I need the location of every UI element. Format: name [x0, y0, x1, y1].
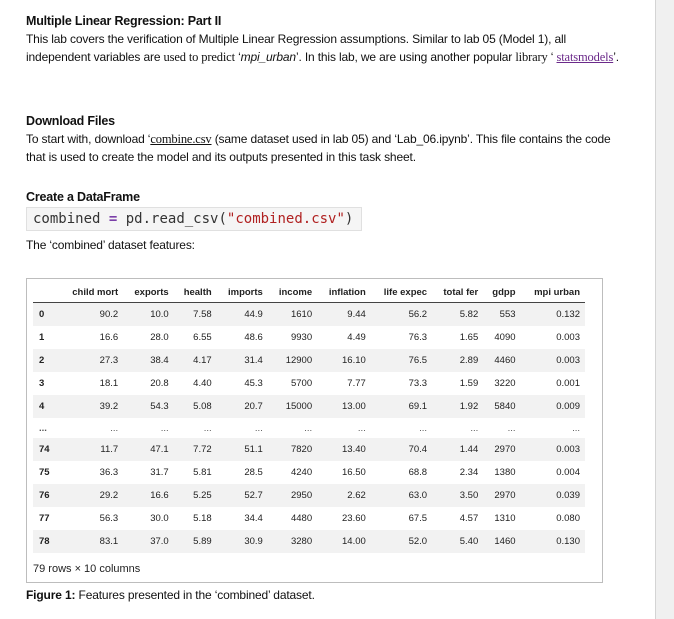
table-cell: ... [572, 422, 580, 434]
table-cell: 31.4 [217, 349, 268, 372]
combine-csv-file: combine.csv [150, 132, 212, 146]
table-cell: 5.18 [193, 513, 212, 524]
table-cell: 18.1 [99, 378, 119, 389]
table-cell: 36.3 [99, 467, 119, 478]
table-cell: 83.1 [59, 530, 123, 553]
download-section [26, 114, 626, 166]
intro-section [26, 14, 626, 66]
table-cell: 1460 [483, 530, 520, 553]
table-cell: 70.4 [371, 438, 432, 461]
table-cell: 30.9 [217, 530, 268, 553]
download-paragraph [26, 130, 626, 166]
download-text-1: To start with, download ‘ [26, 132, 151, 146]
table-cell: 48.6 [244, 332, 263, 343]
row-index: 77 [39, 513, 50, 524]
table-cell: 56.2 [371, 303, 432, 327]
table-cell: 16.10 [317, 349, 371, 372]
table-cell: 34.4 [244, 513, 263, 524]
table-row [33, 461, 585, 484]
table-cell: 5.89 [174, 530, 217, 553]
code-variable: combined [33, 211, 101, 227]
column-header [33, 283, 59, 303]
table-cell: 1.92 [432, 395, 483, 418]
code-operator: = [108, 211, 118, 227]
table-cell: 37.0 [123, 530, 174, 553]
table-cell: 4.49 [347, 332, 366, 343]
table-row [33, 303, 585, 327]
table-cell: ... [110, 422, 119, 434]
table-shape: 79 rows × 10 columns [33, 563, 141, 575]
row-index: 75 [39, 467, 50, 478]
table-cell: 20.7 [217, 395, 268, 418]
table-cell: 7.72 [174, 438, 217, 461]
table-cell: 3280 [268, 530, 317, 553]
table-cell: 0.004 [556, 467, 580, 478]
column-header: total fer [432, 283, 483, 303]
table-cell: 0.009 [521, 395, 585, 418]
table-cell: 76.5 [371, 349, 432, 372]
download-title: Download Files [26, 114, 115, 128]
table-cell: 28.0 [150, 332, 169, 343]
table-cell: 2970 [483, 438, 520, 461]
table-cell: ... [357, 422, 366, 434]
table-cell: 4480 [290, 513, 313, 524]
table-cell: 51.1 [217, 438, 268, 461]
dataframe-section [26, 190, 580, 602]
table-cell: 4.17 [174, 349, 217, 372]
table-cell: 52.0 [371, 530, 432, 553]
table-cell: 0.130 [521, 530, 585, 553]
table-header-row [33, 283, 585, 303]
table-cell: 7.77 [347, 378, 366, 389]
table-cell: 5.81 [193, 467, 212, 478]
intro-text-4: ’. In this lab, we are using another popular [295, 50, 516, 64]
row-index: 4 [33, 395, 59, 418]
target-variable: mpi_urban [240, 50, 296, 64]
table-cell: 44.9 [217, 303, 268, 327]
table-cell: 5840 [483, 395, 520, 418]
intro-text-1: This lab covers the verification of Multiple Linear Regression assumptions. Similar to lab 05 (Model 1), all independent variables are [26, 32, 567, 64]
column-header: gdpp [483, 283, 520, 303]
table-cell: 9.44 [317, 303, 371, 327]
table-cell: 0.003 [556, 332, 580, 343]
table-cell: 16.50 [342, 467, 366, 478]
table-cell: 56.3 [99, 513, 119, 524]
table-cell: 20.8 [150, 378, 169, 389]
column-header: life expec [371, 283, 432, 303]
code-close: ) [344, 211, 354, 227]
row-index: 3 [39, 378, 45, 389]
figure-caption [26, 588, 315, 602]
intro-text-5: library [515, 50, 548, 64]
table-cell: 29.2 [59, 484, 123, 507]
row-index: 74 [33, 438, 59, 461]
dataframe-title: Create a DataFrame [26, 190, 140, 204]
table-cell: 4460 [483, 349, 520, 372]
table-cell: 67.5 [408, 513, 428, 524]
table-cell: 2950 [268, 484, 317, 507]
table-cell: 11.7 [59, 438, 123, 461]
row-index: ... [39, 422, 47, 434]
table-cell: ... [507, 422, 516, 434]
column-header: child mort [59, 283, 123, 303]
row-index: 78 [33, 530, 59, 553]
code-cell [26, 207, 362, 231]
table-cell: 3220 [494, 378, 516, 389]
table-cell: 1310 [494, 513, 516, 524]
table-cell: ... [203, 422, 212, 434]
table-cell: 4240 [290, 467, 313, 478]
table-row [33, 507, 585, 530]
intro-text-7: ’. [613, 50, 619, 64]
features-label: The ‘combined’ dataset features: [26, 238, 195, 252]
intro-text-6: ‘ [547, 50, 557, 64]
table-cell: 38.4 [123, 349, 174, 372]
intro-text-3: ‘ [234, 50, 241, 64]
table-cell: 2.62 [317, 484, 371, 507]
column-header: inflation [317, 283, 371, 303]
table-cell: 63.0 [371, 484, 432, 507]
table-cell: 27.3 [59, 349, 123, 372]
table-cell: 52.7 [217, 484, 268, 507]
table-cell: 90.2 [59, 303, 123, 327]
row-index: 76 [33, 484, 59, 507]
table-cell: ... [304, 422, 313, 434]
table-cell: 5.25 [174, 484, 217, 507]
table-cell: 5.82 [432, 303, 483, 327]
table-cell: 5700 [290, 378, 313, 389]
table-cell: ... [254, 422, 263, 434]
table-cell: 0.039 [521, 484, 585, 507]
table-cell: 30.0 [150, 513, 169, 524]
figure-label: Figure 1: [26, 588, 76, 602]
dataframe-table [33, 283, 585, 553]
table-cell: 16.6 [123, 484, 174, 507]
statsmodels-link[interactable]: statsmodels [556, 50, 614, 64]
table-row [33, 372, 585, 395]
dataframe-output [26, 278, 603, 583]
row-index: 1 [39, 332, 45, 343]
table-cell: 0.001 [556, 378, 580, 389]
table-cell: 13.00 [317, 395, 371, 418]
table-cell: 5.08 [174, 395, 217, 418]
table-cell: 45.3 [244, 378, 263, 389]
table-cell: 39.2 [59, 395, 123, 418]
table-cell: 5.40 [432, 530, 483, 553]
table-cell: 47.1 [123, 438, 174, 461]
code-call: pd.read_csv( [125, 211, 227, 227]
column-header: imports [217, 283, 268, 303]
intro-paragraph [26, 30, 626, 66]
intro-text-2: used to predict [163, 50, 235, 64]
table-row [33, 530, 585, 553]
table-cell: 68.8 [408, 467, 428, 478]
table-row [33, 438, 585, 461]
table-cell: 4.57 [459, 513, 479, 524]
table-row [33, 418, 585, 438]
table-cell: 23.60 [342, 513, 366, 524]
notebook-file: Lab_06.ipynb [396, 132, 468, 146]
table-cell: 0.080 [556, 513, 580, 524]
code-argument: "combined.csv" [226, 211, 345, 227]
table-cell: ... [419, 422, 428, 434]
table-cell: 13.40 [317, 438, 371, 461]
table-cell: 0.003 [521, 438, 585, 461]
figure-caption-text: Features presented in the ‘combined’ dataset. [75, 588, 315, 602]
table-cell: 6.55 [193, 332, 212, 343]
table-body [33, 303, 585, 554]
column-header: exports [123, 283, 174, 303]
table-cell: 4090 [494, 332, 516, 343]
table-cell: ... [160, 422, 169, 434]
download-text-3: ’. This file contains the code that is used to create the model and its outputs presented in this task sheet. [26, 132, 611, 164]
table-cell: 69.1 [371, 395, 432, 418]
row-index: 0 [33, 303, 59, 327]
row-index: 2 [33, 349, 59, 372]
viewer-scrollbar-edge[interactable] [655, 0, 674, 619]
table-cell: 7820 [268, 438, 317, 461]
table-cell: 0.132 [521, 303, 585, 327]
table-cell: 54.3 [123, 395, 174, 418]
table-cell: 1.44 [432, 438, 483, 461]
table-row [33, 349, 585, 372]
table-cell: 1610 [268, 303, 317, 327]
table-cell: 4.40 [193, 378, 212, 389]
table-cell: 9930 [290, 332, 313, 343]
table-cell: 14.00 [317, 530, 371, 553]
table-cell: 2970 [483, 484, 520, 507]
table-cell: 3.50 [432, 484, 483, 507]
table-cell: 76.3 [408, 332, 428, 343]
table-cell: 15000 [268, 395, 317, 418]
table-cell: 1.59 [459, 378, 479, 389]
table-cell: 1.65 [459, 332, 479, 343]
download-text-2: (same dataset used in lab 05) and ‘ [211, 132, 397, 146]
table-cell: 12900 [268, 349, 317, 372]
table-row [33, 326, 585, 349]
table-row [33, 484, 585, 507]
table-cell: 16.6 [99, 332, 119, 343]
column-header: mpi urban [521, 283, 585, 303]
part-title: Multiple Linear Regression: Part II [26, 14, 222, 28]
table-cell: 0.003 [521, 349, 585, 372]
table-cell: 2.34 [459, 467, 479, 478]
table-cell: 7.58 [174, 303, 217, 327]
table-cell: 28.5 [244, 467, 263, 478]
table-cell: 1380 [494, 467, 516, 478]
table-cell: 2.89 [432, 349, 483, 372]
table-cell: 10.0 [123, 303, 174, 327]
table-cell: 73.3 [408, 378, 428, 389]
table-cell: ... [470, 422, 479, 434]
table-cell: 553 [483, 303, 520, 327]
column-header: health [174, 283, 217, 303]
table-cell: 31.7 [150, 467, 169, 478]
column-header: income [268, 283, 317, 303]
table-row [33, 395, 585, 418]
